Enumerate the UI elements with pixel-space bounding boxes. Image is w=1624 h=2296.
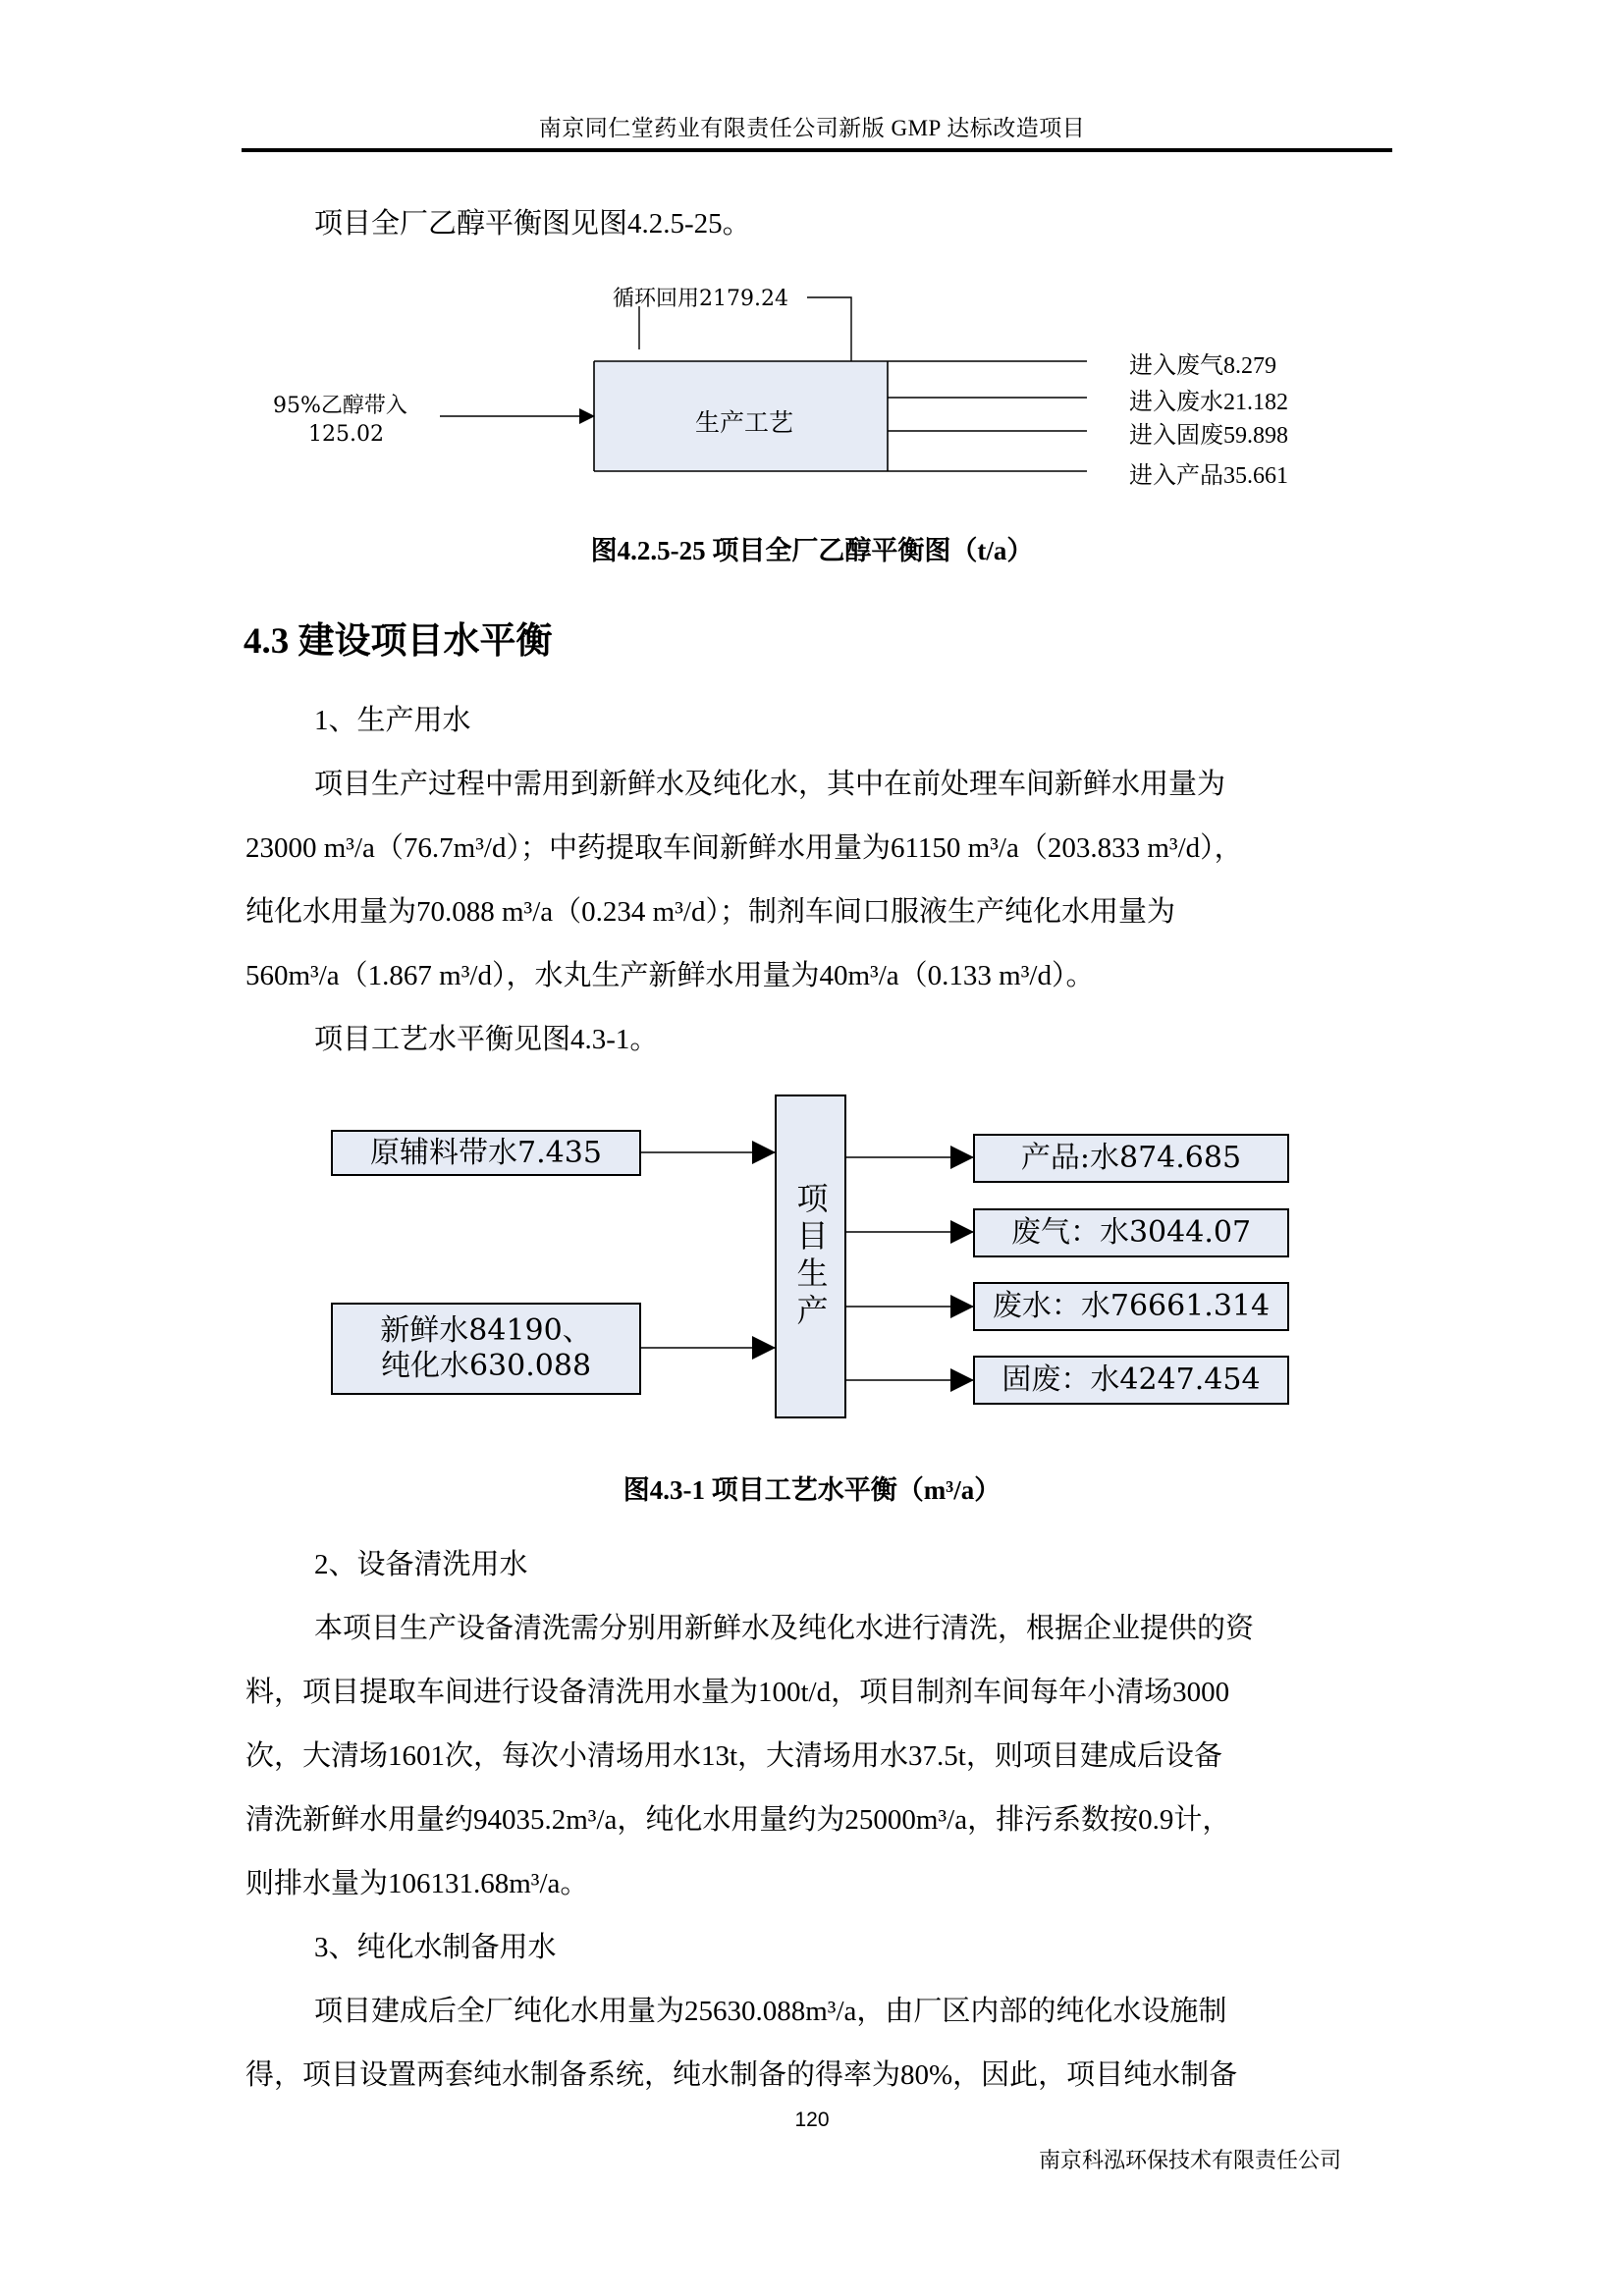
output-box-product-label: 产品:水874.685 (1020, 1141, 1242, 1175)
sub2-line-1: 本项目生产设备清洗需分别用新鲜水及纯化水进行清洗，根据企业提供的资 (314, 1613, 1255, 1644)
sub2-line-2: 料，项目提取车间进行设备清洗用水量为100t/d，项目制剂车间每年小清场3000 (245, 1677, 1230, 1708)
output-label-exhaust: 进入废气8.279 (1129, 353, 1276, 379)
ethanol-figure-caption: 图4.2.5-25 项目全厂乙醇平衡图（t/a） (590, 536, 1034, 565)
output-label-wastewater: 进入废水21.182 (1129, 390, 1288, 415)
subsection-3-title: 3、纯化水制备用水 (314, 1932, 557, 1963)
output-box-wastewater-label: 废水：水76661.314 (992, 1289, 1271, 1323)
intro-paragraph: 项目全厂乙醇平衡图见图4.2.5-25。 (314, 208, 751, 240)
sub2-line-5: 则排水量为106131.68m³/a。 (245, 1868, 589, 1899)
section-title: 4.3 建设项目水平衡 (244, 621, 553, 662)
input-box-fresh-water-label: 新鲜水84190、纯化水630.088 (380, 1313, 592, 1383)
center-box-label: 项目生产 (792, 1182, 829, 1331)
sub1-figure-ref: 项目工艺水平衡见图4.3-1。 (314, 1024, 659, 1055)
sub1-line-4: 560m³/a（1.867 m³/d），水丸生产新鲜水用量为40m³/a（0.133 m³/d）。 (245, 960, 1095, 991)
sub2-line-4: 清洗新鲜水用量约94035.2m³/a，纯化水用量约为25000m³/a，排污系数按0.9计， (245, 1804, 1231, 1836)
water-figure-caption: 图4.3-1 项目工艺水平衡（m³/a） (623, 1475, 1001, 1505)
input-label-line1: 95%乙醇带入 (273, 394, 407, 418)
sub1-line-3: 纯化水用量为70.088 m³/a（0.234 m³/d）；制剂车间口服液生产纯化水用量为 (245, 896, 1175, 928)
input-box-raw-material-label: 原辅料带水7.435 (370, 1135, 602, 1170)
sub3-line-1: 项目建成后全厂纯化水用量为25630.088m³/a，由厂区内部的纯化水设施制 (314, 1996, 1227, 2027)
output-box-solidwaste-label: 固废：水4247.454 (1001, 1362, 1261, 1397)
output-label-product: 进入产品35.661 (1129, 463, 1288, 489)
output-box-exhaust (973, 1208, 1289, 1257)
page-number: 120 (794, 2109, 830, 2131)
output-box-product (973, 1134, 1289, 1183)
process-label: 生产工艺 (695, 408, 794, 437)
input-box-raw-material (331, 1130, 641, 1176)
output-box-exhaust-label: 废气：水3044.07 (1010, 1215, 1252, 1250)
output-box-solidwaste (973, 1356, 1289, 1405)
center-box-production (775, 1095, 846, 1418)
subsection-1-title: 1、生产用水 (314, 705, 471, 736)
input-box-fresh-water (331, 1303, 641, 1395)
document-header-title: 南京同仁堂药业有限责任公司新版 GMP 达标改造项目 (538, 116, 1086, 140)
subsection-2-title: 2、设备清洗用水 (314, 1549, 528, 1580)
sub1-line-2: 23000 m³/a（76.7m³/d）；中药提取车间新鲜水用量为61150 m³/a（203.833 m³/d）， (245, 832, 1243, 864)
input-label-line2: 125.02 (308, 422, 384, 447)
output-box-wastewater (973, 1282, 1289, 1331)
sub1-line-1: 项目生产过程中需用到新鲜水及纯化水，其中在前处理车间新鲜水用量为 (314, 769, 1226, 800)
footer-organization: 南京科泓环保技术有限责任公司 (1039, 2149, 1342, 2173)
recycle-label: 循环回用2179.24 (613, 287, 788, 311)
sub3-line-2: 得，项目设置两套纯水制备系统，纯水制备的得率为80%，因此，项目纯水制备 (245, 2059, 1238, 2091)
sub2-line-3: 次，大清场1601次，每次小清场用水13t，大清场用水37.5t，则项目建成后设备 (245, 1740, 1222, 1772)
output-label-solidwaste: 进入固废59.898 (1129, 423, 1288, 449)
